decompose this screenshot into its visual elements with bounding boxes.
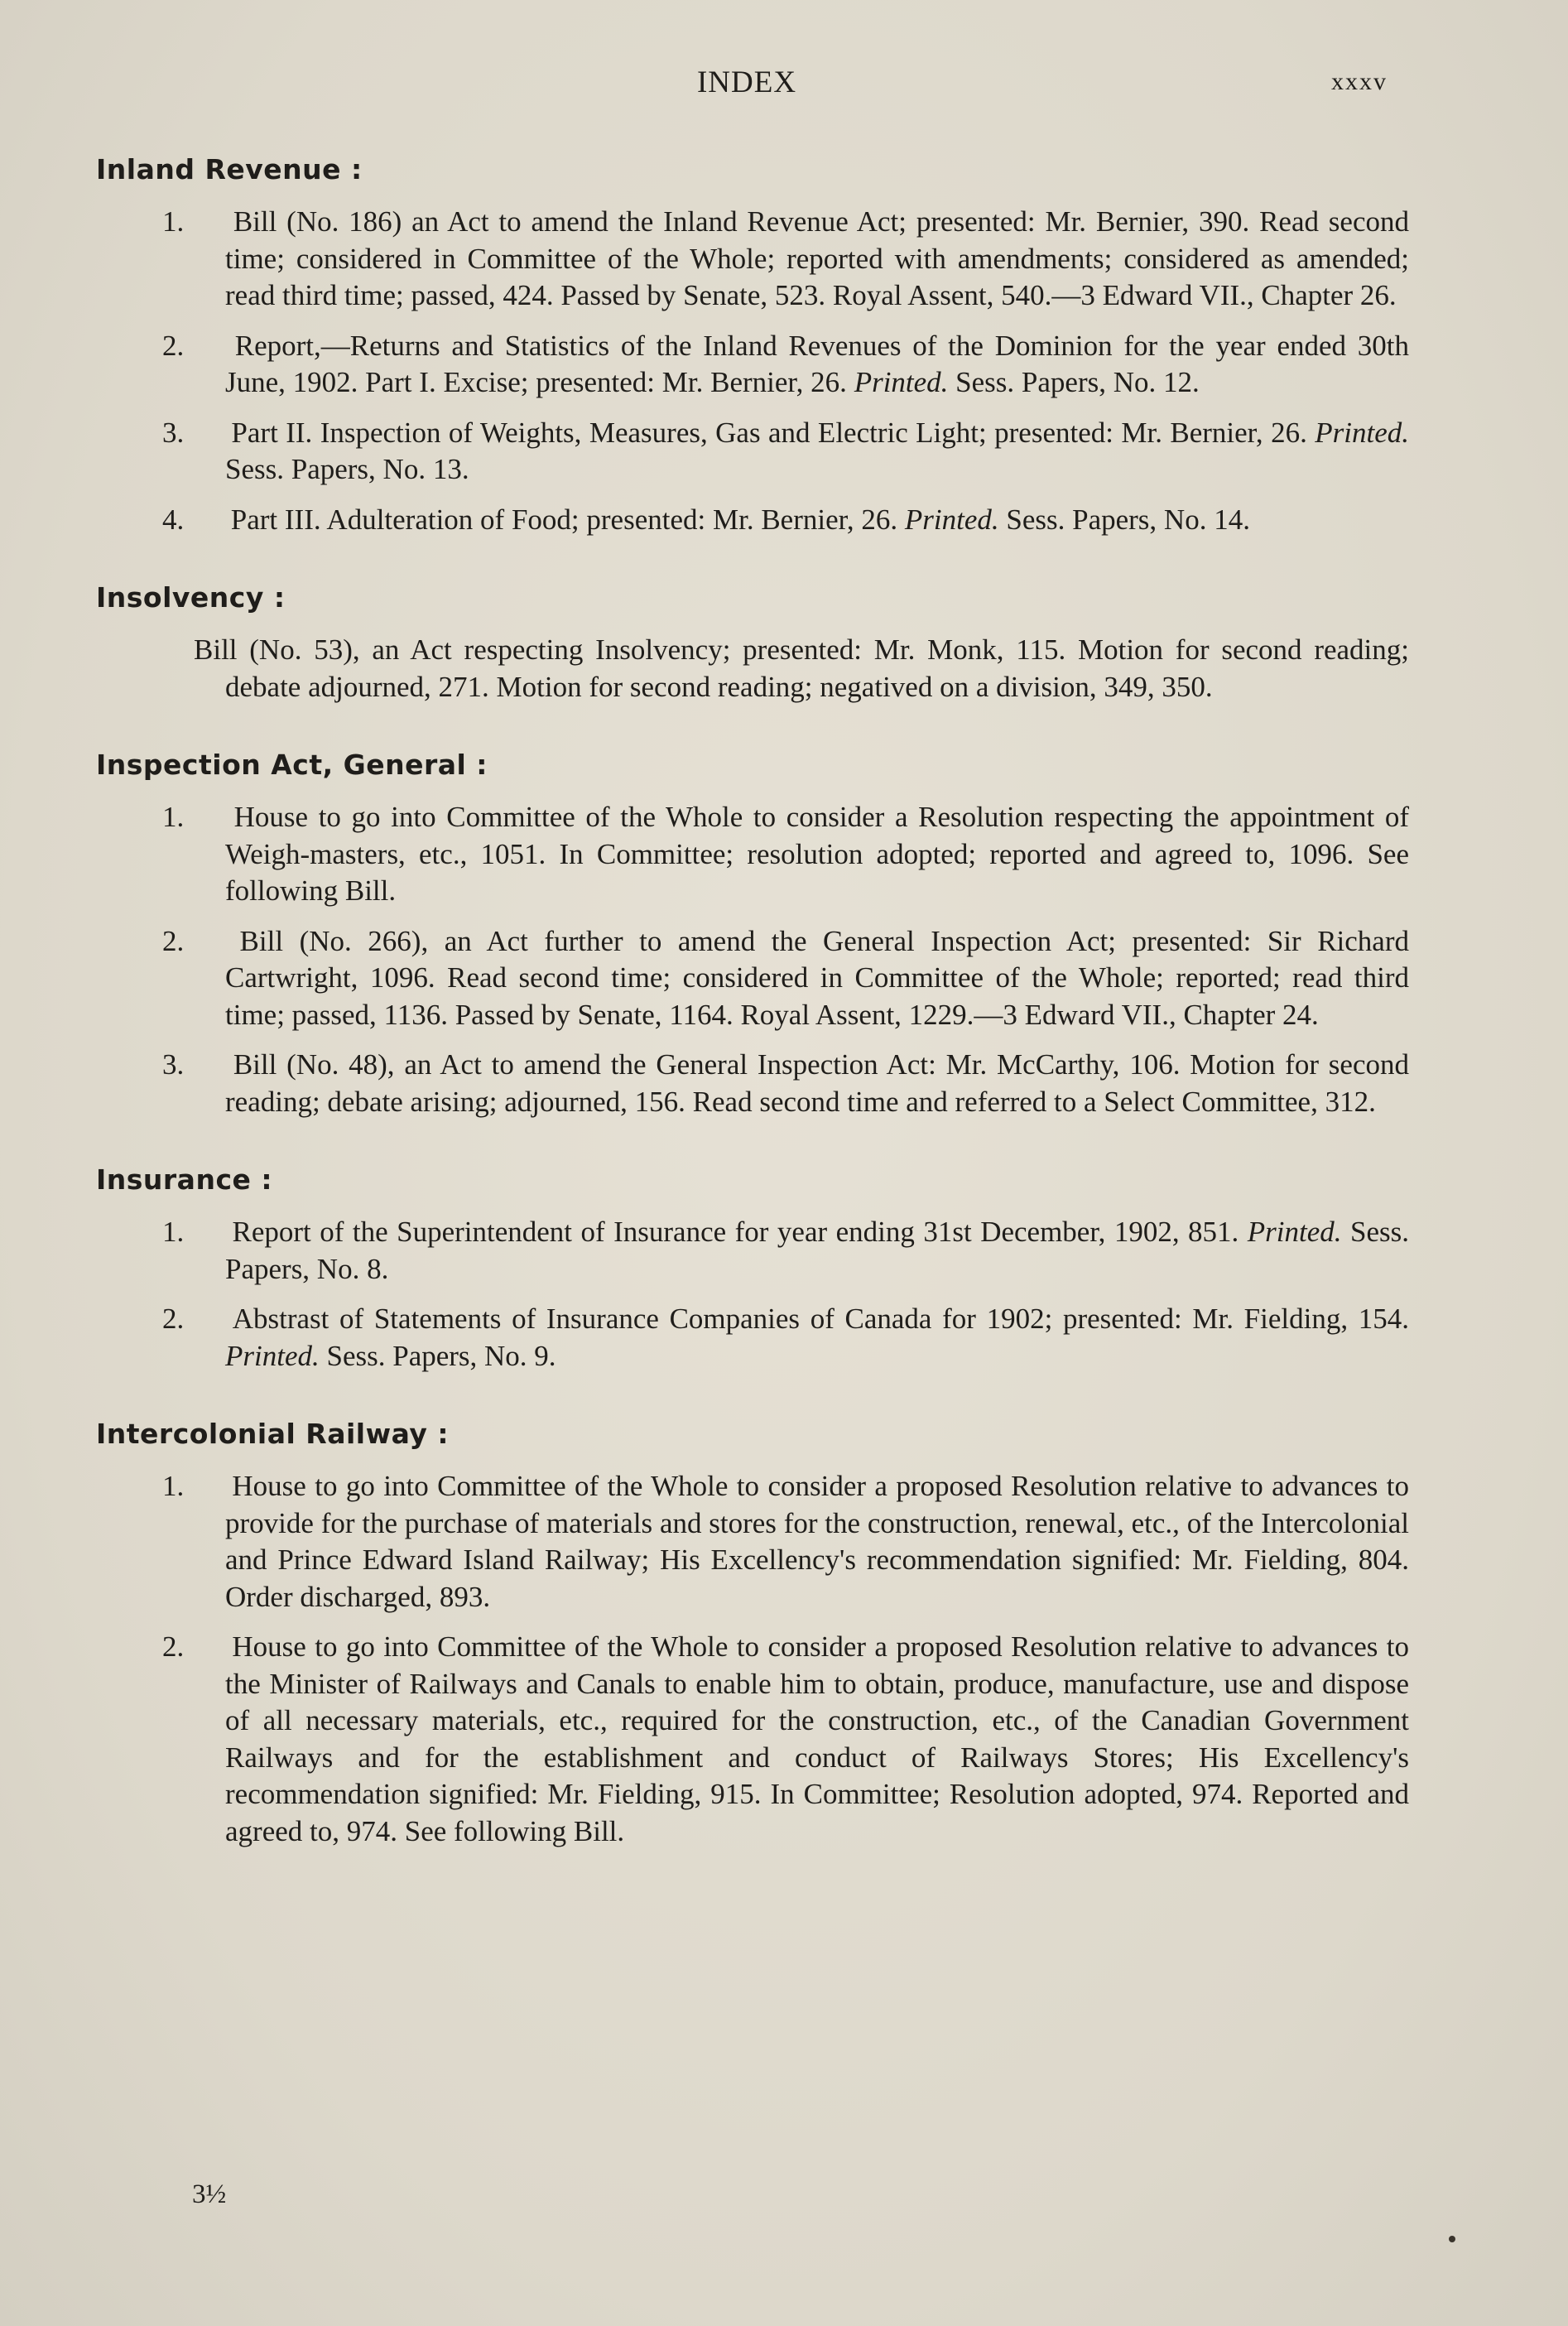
index-section	[93, 749, 1409, 1120]
index-entry	[93, 1468, 1409, 1616]
index-entry	[93, 1301, 1409, 1375]
entry-text: Bill (No. 53), an Act respecting Insolvency; presented: Mr. Monk, 115. Motion for second reading; debate adjourned, 271. Motion for second reading; negatived on a division, 349, 350.	[194, 633, 1409, 703]
entry-sess-paper: Sess. Papers, No. 9.	[326, 1339, 556, 1372]
page-title: INDEX	[696, 65, 797, 99]
index-entry	[93, 1214, 1409, 1288]
entry-number: 3.	[162, 1048, 185, 1081]
entry-number: 1.	[162, 1216, 185, 1248]
entry-number: 1.	[162, 801, 185, 833]
index-entry	[93, 799, 1409, 910]
entry-number: 2.	[162, 329, 185, 362]
entry-printed-note: Printed.	[225, 1339, 320, 1372]
index-section	[93, 581, 1409, 706]
entry-number: 2.	[162, 924, 185, 957]
entry-text: Bill (No. 186) an Act to amend the Inland Revenue Act; presented: Mr. Bernier, 390. Read second time; considered in Committee of the Whole; reported with amendments; considered as amended; read third time; passed, 424. Passed by Senate, 523. Royal Assent, 540.—3 Edward VII., Chapter 26.	[225, 205, 1409, 311]
index-section	[93, 1418, 1409, 1850]
index-entry	[93, 1047, 1409, 1120]
entry-sess-paper: Sess. Papers, No. 13.	[225, 453, 469, 485]
index-section	[93, 1163, 1409, 1375]
entry-text: House to go into Committee of the Whole to consider a proposed Resolution relative to advances to the Minister of Railways and Canals to enable him to obtain, produce, manufacture, use and dispose of all necessary materials, etc., required for the construction, etc., of the Canadian Government Railways and for the establishment and conduct of Railways Stores; His Excellency's recommendation signified: Mr. Fielding, 915. In Committee; Resolution adopted, 974. Reported and agreed to, 974. See following Bill.	[225, 1630, 1409, 1847]
entry-printed-note: Printed.	[854, 366, 949, 398]
entry-number: 2.	[162, 1630, 185, 1663]
entry-sess-paper: Sess. Papers, No. 8.	[225, 1216, 1410, 1285]
entry-text: Bill (No. 48), an Act to amend the General Inspection Act: Mr. McCarthy, 106. Motion for second reading; debate arising; adjourned, 156. Read second time and referred to a Select Committee, 312.	[225, 1048, 1409, 1118]
index-entry	[93, 1629, 1409, 1850]
entry-number: 4.	[162, 503, 185, 536]
entry-text: Part III. Adulteration of Food; presented: Mr. Bernier, 26.	[230, 503, 898, 536]
page-number: xxxv	[1331, 68, 1388, 95]
entry-printed-note: Printed.	[1247, 1216, 1342, 1248]
section-heading: Insolvency :	[96, 581, 286, 614]
entry-text: House to go into Committee of the Whole to consider a proposed Resolution relative to advances to provide for the purchase of materials and stores for the construction, renewal, etc., of the Intercolonial and Prince Edward Island Railway; His Excellency's recommendation signified: Mr. Fielding, 804. Order discharged, 893.	[225, 1470, 1409, 1613]
entry-sess-paper: Sess. Papers, No. 12.	[955, 366, 1200, 398]
running-head	[0, 65, 1568, 106]
entry-number: 1.	[162, 1470, 185, 1502]
section-heading: Inland Revenue :	[96, 153, 363, 185]
index-entry	[93, 502, 1409, 539]
entry-text: Abstrast of Statements of Insurance Companies of Canada for 1902; presented: Mr. Fielding, 154.	[232, 1303, 1409, 1335]
entry-number: 1.	[162, 205, 185, 238]
section-heading: Insurance :	[96, 1163, 273, 1196]
signature-mark: 3½	[192, 2179, 227, 2209]
entry-text: House to go into Committee of the Whole to consider a Resolution respecting the appointment of Weigh-masters, etc., 1051. In Committee; resolution adopted; reported and agreed to, 1096. See following Bill.	[225, 801, 1410, 907]
entry-text: Part II. Inspection of Weights, Measures, Gas and Electric Light; presented: Mr. Bernier, 26.	[231, 416, 1307, 449]
entry-printed-note: Printed.	[1315, 416, 1410, 449]
entry-text: Report of the Superintendent of Insurance for year ending 31st December, 1902, 851.	[232, 1216, 1239, 1248]
index-entry	[93, 923, 1409, 1034]
section-heading: Intercolonial Railway :	[96, 1418, 450, 1450]
index-entry	[93, 415, 1409, 489]
index-entry	[93, 328, 1409, 402]
index-entry	[93, 204, 1409, 315]
index-section	[93, 153, 1409, 538]
index-content	[93, 153, 1409, 1863]
entry-number: 3.	[162, 416, 185, 449]
entry-sess-paper: Sess. Papers, No. 14.	[1006, 503, 1250, 536]
entry-number: 2.	[162, 1303, 185, 1335]
entry-printed-note: Printed.	[904, 503, 999, 536]
paper-speck	[1449, 2236, 1455, 2242]
entry-text: Report,—Returns and Statistics of the Inland Revenues of the Dominion for the year ended 30th June, 1902. Part I. Excise; presented: Mr. Bernier, 26.	[225, 329, 1410, 398]
section-heading: Inspection Act, General :	[96, 749, 488, 781]
index-entry	[93, 632, 1409, 706]
entry-text: Bill (No. 266), an Act further to amend the General Inspection Act; presented: Sir Richard Cartwright, 1096. Read second time; considered in Committee of the Whole; reported; read third time; passed, 1136. Passed by Senate, 1164. Royal Assent, 1229.—3 Edward VII., Chapter 24.	[225, 924, 1409, 1031]
